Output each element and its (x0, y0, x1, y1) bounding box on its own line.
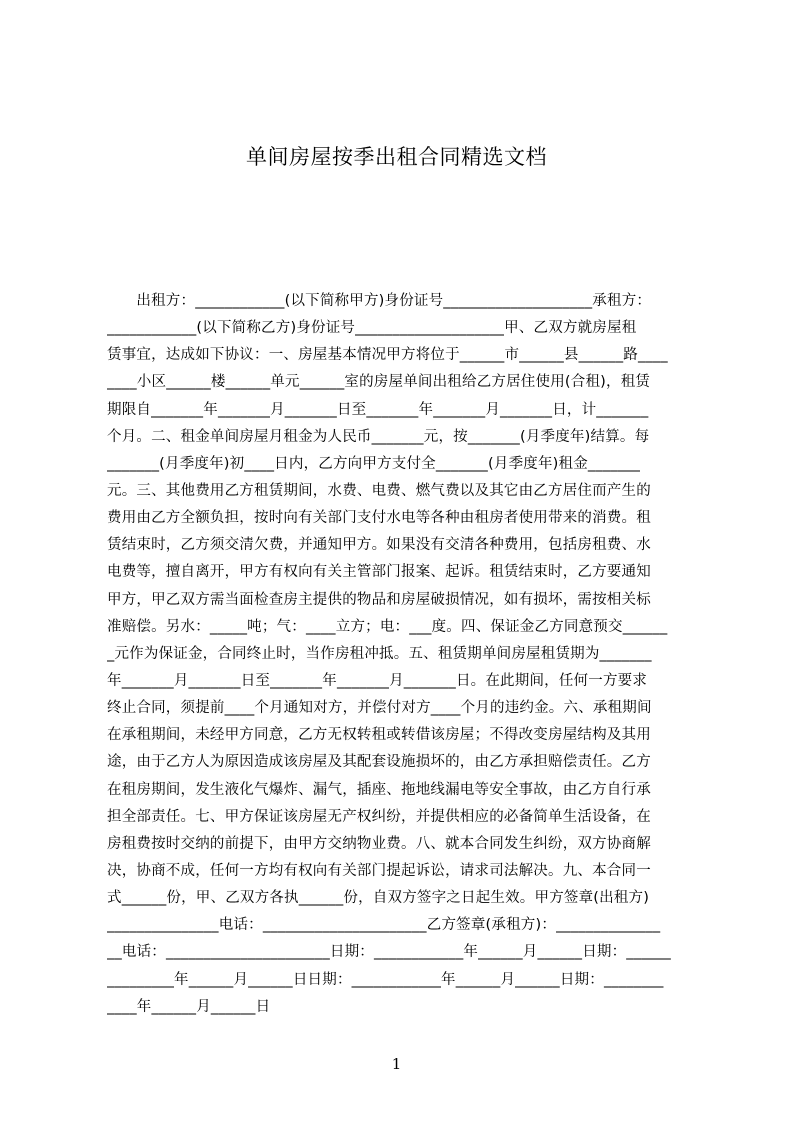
body-line: ____小区______楼______单元______室的房屋单间出租给乙方居住使用(合租)，租赁 (107, 374, 651, 391)
page-number: 1 (391, 1055, 402, 1073)
body-line: ____________(以下简称乙方)身份证号____________________甲、乙双方就房屋租 (107, 320, 637, 337)
body-line: 房租费按时交纳的前提下，由甲方交纳物业费。八、就本合同发生纠纷，双方协商解 (107, 835, 651, 852)
document-title: 单间房屋按季出租合同精选文档 (246, 145, 547, 169)
body-line: 途，由于乙方人为原因造成该房屋及其配套设施损坏的，由乙方承担赔偿责任。乙方 (107, 754, 651, 771)
body-line: 担全部责任。七、甲方保证该房屋无产权纠纷，并提供相应的必备简单生活设备，在 (107, 808, 651, 825)
body-line: _______(月季度年)初____日内，乙方向甲方支付全_______(月季度年)租金_______ (107, 455, 641, 472)
contract-body (107, 288, 697, 1021)
body-line: 元。三、其他费用乙方租赁期间，水费、电费、燃气费以及其它由乙方居住而产生的 (107, 482, 651, 499)
body-line: 准赔偿。另水：_____吨；气：____立方；电：___度。四、保证金乙方同意预交______ (107, 618, 668, 635)
body-line: __电话：______________________日期：____________年______月______日期：______ (107, 944, 671, 961)
body-line: 在租房期间，发生液化气爆炸、漏气，插座、拖地线漏电等安全事故，由乙方自行承 (107, 781, 651, 798)
body-line: 电费等，擅自离开，甲方有权向有关主管部门报案、起诉。租赁结束时，乙方要通知 (107, 564, 651, 581)
body-line: _________年______月______日日期：____________年______月______日期：________ (107, 971, 664, 988)
body-line: 式______份，甲、乙双方各执______份，自双方签字之日起生效。甲方签章(出租方) (107, 890, 650, 907)
body-line: 期限自_______年_______月_______日至_______年_______月_______日，计_______ (107, 401, 649, 418)
body-line: 个月。二、租金单间房屋月租金为人民币_______元，按_______(月季度年)结算。每 (107, 428, 650, 445)
body-line: 出租方：____________(以下简称甲方)身份证号____________________承租方： (107, 293, 652, 309)
body-line: _______________电话：______________________乙方签章(承租方)：______________ (107, 917, 661, 934)
body-line: _元作为保证金，合同终止时，当作房租冲抵。五、租赁期单间房屋租赁期为_______ (107, 645, 652, 662)
body-line: 费用由乙方全额负担，按时向有关部门支付水电等各种由租房者使用带来的消费。租 (107, 510, 651, 527)
body-line: 赁事宜，达成如下协议：一、房屋基本情况甲方将位于______市______县______路____ (107, 347, 668, 364)
body-line: 甲方，甲乙双方需当面检查房主提供的物品和房屋破损情况，如有损坏，需按相关标 (107, 591, 651, 608)
body-line: 决，协商不成，任何一方均有权向有关部门提起诉讼，请求司法解决。九、本合同一 (107, 862, 651, 879)
body-line: 终止合同，须提前____个月通知对方，并偿付对方____个月的违约金。六、承租期间 (107, 700, 652, 717)
body-line: 赁结束时，乙方须交清欠费，并通知甲方。如果没有交清各种费用，包括房租费、水 (107, 537, 651, 554)
body-line: ____年______月______日 (107, 998, 271, 1015)
body-line: 在承租期间，未经甲方同意，乙方无权转租或转借该房屋；不得改变房屋结构及其用 (107, 727, 651, 744)
body-line: 年_______月_______日至_______年_______月_______日。在此期间，任何一方要求 (107, 672, 648, 689)
